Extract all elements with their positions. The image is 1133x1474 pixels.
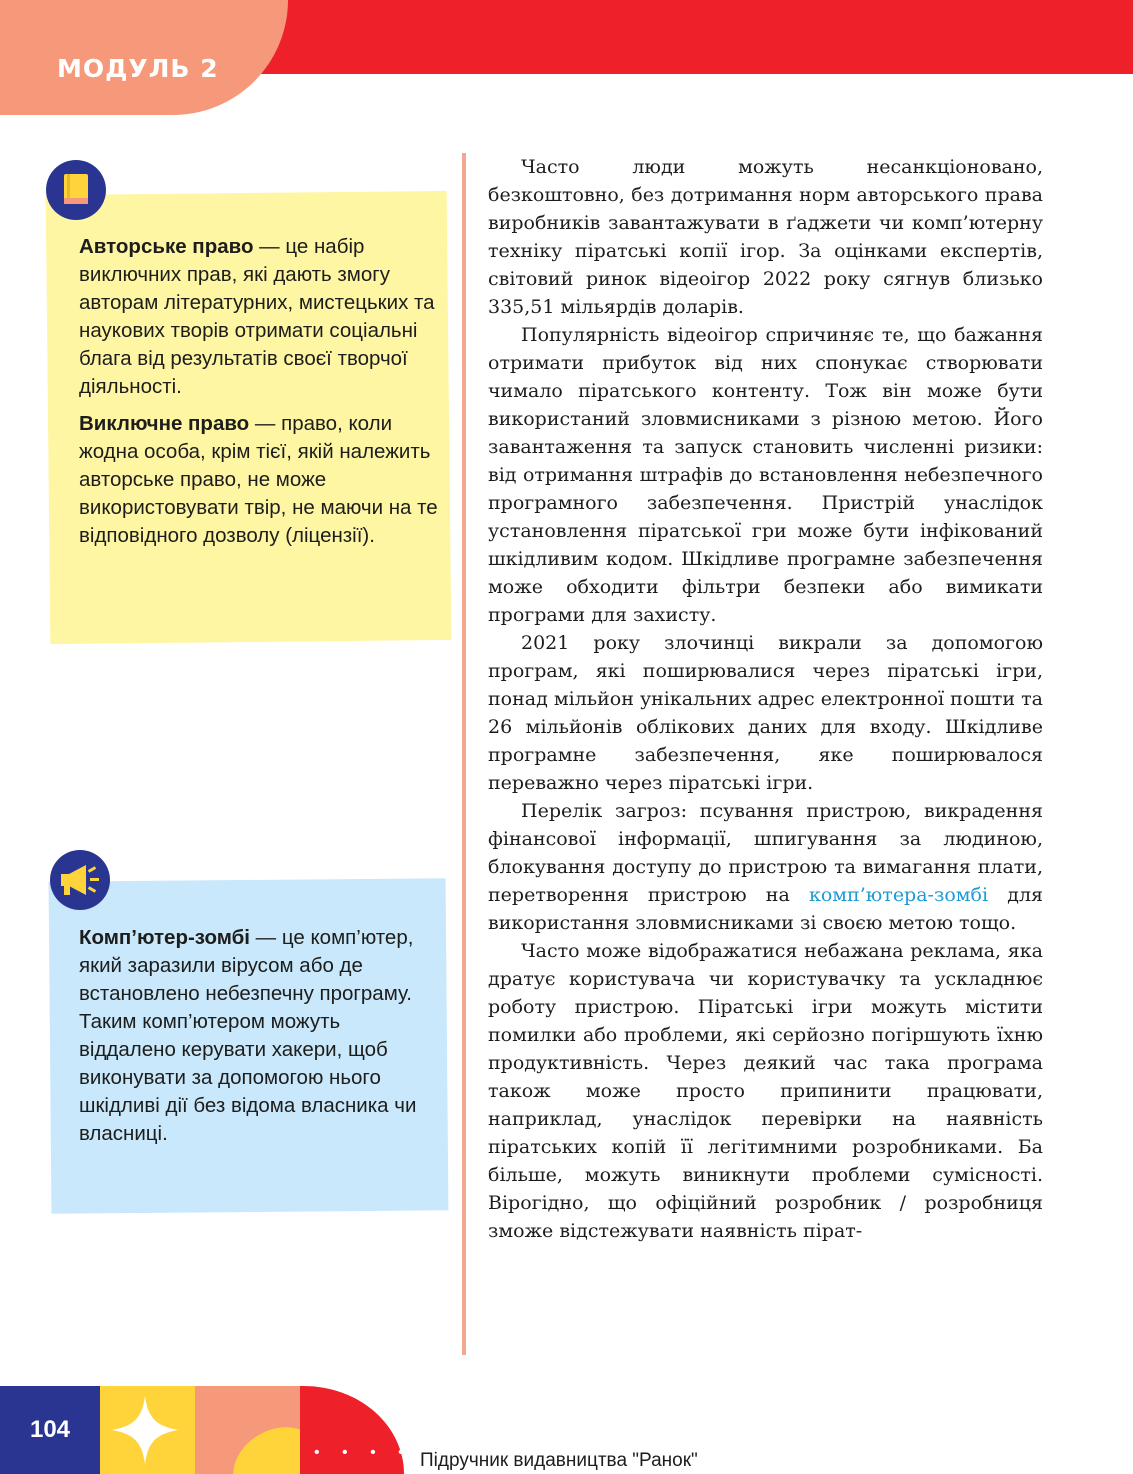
footer-dots: • • • • — [314, 1444, 413, 1461]
paragraph-4-start: Перелік загроз: псування пристрою, викрадення фінансової інформації, шпигування за людиною, блокування доступу до пристрою та вимагання плати, перетворення пристрою на — [488, 800, 1043, 906]
definition-exclusive-right — [79, 410, 449, 550]
definition-text-block-zombie — [79, 924, 439, 1157]
megaphone-icon — [50, 850, 110, 910]
definition-zombie-text: — це комп’ютер, який заразили вірусом або де встановлено небезпечну програму. Таким комп’ютером можуть віддалено керувати хакери, щоб виконувати за допомогою нього шкідливі дії без відома власника чи власниці. — [79, 926, 417, 1145]
sparkle-icon — [100, 1386, 195, 1474]
paragraph-4 — [488, 797, 1043, 937]
definition-copyright — [79, 233, 449, 401]
book-icon — [46, 160, 106, 220]
column-divider — [462, 153, 466, 1355]
definition-exclusive-right-text: — право, коли жодна особа, крім тієї, якій належить авторське право, не може використовувати твір, не маючи на те відповідного дозволу (ліцензії). — [79, 412, 438, 547]
term-zombie: Комп’ютер-зомбі — [79, 926, 250, 949]
publisher-caption: Підручник видавництва "Ранок" — [420, 1450, 698, 1471]
term-exclusive-right: Виключне право — [79, 412, 250, 435]
definition-text-block — [79, 233, 449, 559]
main-text-column — [488, 153, 1043, 1245]
paragraph-3: 2021 року злочинці викрали за допомогою програм, які поширювалися через піратські ігри, понад мільйон унікальних адрес електронної пошти та 26 мільйонів облікових даних для входу. Шкідливе програмне забезпечення, яке поширювалося переважно через піратські ігри. — [488, 632, 1043, 794]
definition-zombie — [79, 924, 439, 1148]
paragraph-1: Часто люди можуть несанкціоновано, безкоштовно, без дотримання норм авторського права виробників завантажувати в ґаджети чи комп’ютерну техніку піратські копії ігор. За оцінками експертів, світовий ринок відеоігор 2022 року сягнув близько 335,51 мільярдів доларів. — [488, 156, 1043, 318]
module-label: МОДУЛЬ 2 — [57, 54, 219, 83]
header-red-band — [240, 0, 1133, 74]
page-number: 104 — [29, 1416, 71, 1443]
term-copyright: Авторське право — [79, 235, 254, 258]
footer-yellow-block — [100, 1386, 195, 1474]
leaf-shape — [195, 1386, 300, 1474]
footer-salmon-block — [195, 1386, 300, 1474]
zombie-term-link[interactable]: комп’ютера-зомбі — [808, 884, 989, 906]
paragraph-4-end: для використання зловмисниками зі своєю метою тощо. — [488, 884, 1044, 934]
definition-copyright-text: — це набір виключних прав, які дають змогу авторам літературних, мистецьких та наукових творів отримати соціальні блага від результатів своєї творчої діяльності. — [79, 235, 435, 398]
paragraph-2: Популярність відеоігор спричиняє те, що бажання отримати прибуток від них спонукає створювати чимало піратського контенту. Тож він може бути використаний зловмисниками з різною метою. Його завантаження та запуск становить численні ризики: від отримання штрафів до встановлення небезпечного програмного забезпечення. Пристрій унаслідок установлення піратської гри може бути інфікований шкідливим кодом. Шкідливе програмне забезпечення може обходити фільтри безпеки або вимикати програми для захисту. — [488, 324, 1043, 626]
paragraph-5: Часто може відображатися небажана реклама, яка дратує користувача чи користувачку та ускладнює роботу пристрою. Піратські ігри можуть містити помилки або проблеми, які серйозно погіршують їхню продуктивність. Через деякий час така програма також може просто припинити працювати, наприклад, унаслідок перевірки на наявність піратських копій її легітимними розробниками. Ба більше, можуть виникнути проблеми сумісності. Вірогідно, що офіційний розробник / розробниця зможе відстежувати наявність пірат- — [488, 940, 1043, 1242]
